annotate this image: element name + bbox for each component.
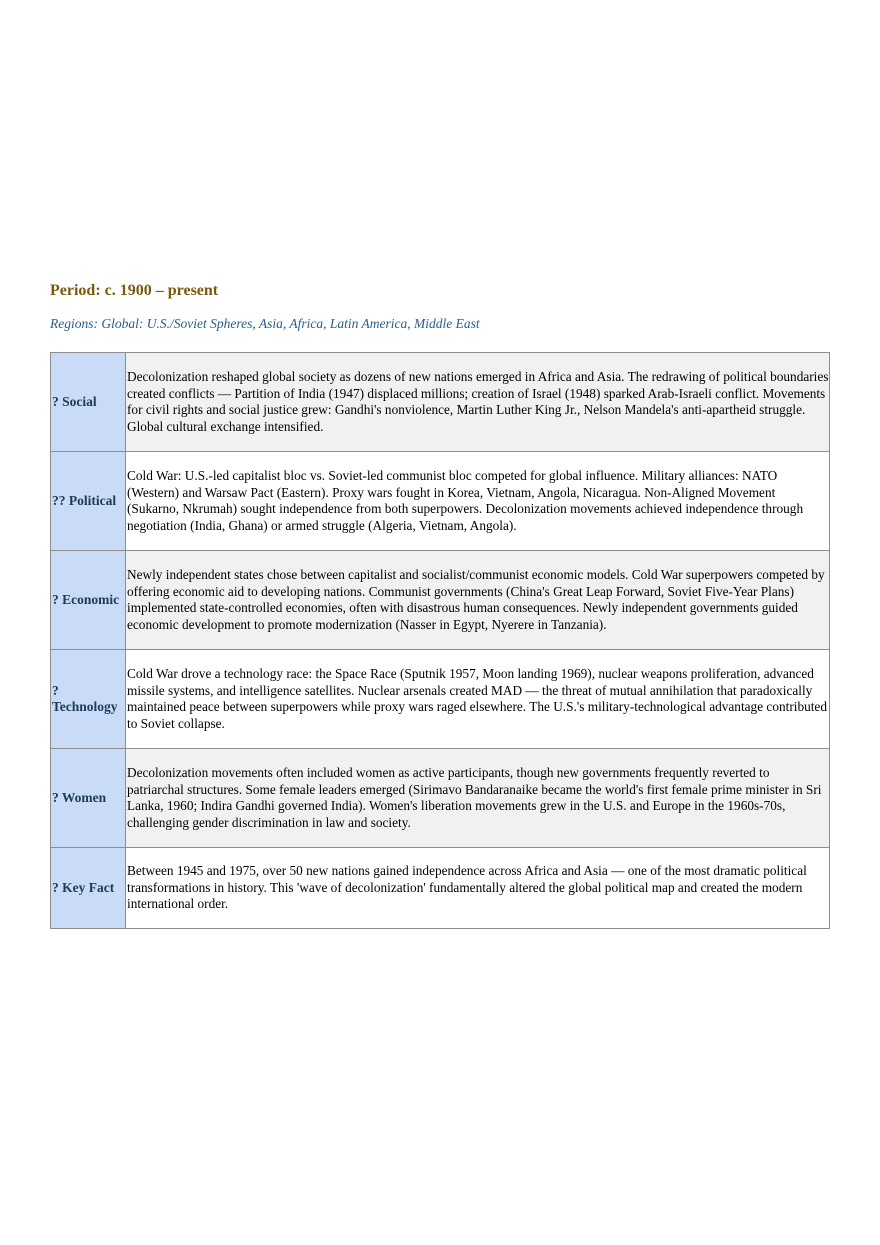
row-label-women: ? Women	[51, 749, 126, 848]
row-label-political: ?? Political	[51, 452, 126, 551]
row-text-key-fact: Between 1945 and 1975, over 50 new nations gained independence across Africa and Asia — one of the most dramatic political transformations in history. This 'wave of decolonization' fundamentally altered the global political map and created the modern international order.	[126, 848, 830, 929]
themes-table	[50, 352, 830, 929]
row-text-economic: Newly independent states chose between capitalist and socialist/communist economic models. Cold War superpowers competed by offering economic aid to developing nations. Communist governments (China's Great Leap Forward, Soviet Five-Year Plans) implemented state-controlled economies, often with disastrous human consequences. Newly independent governments guided economic development to promote modernization (Nasser in Egypt, Nyerere in Tanzania).	[126, 551, 830, 650]
row-label-key-fact: ? Key Fact	[51, 848, 126, 929]
row-text-women: Decolonization movements often included women as active participants, though new governments frequently reverted to patriarchal structures. Some female leaders emerged (Sirimavo Bandaranaike became the world's first female prime minister in Sri Lanka, 1960; Indira Gandhi governed India). Women's liberation movements grew in the U.S. and Europe in the 1960s-70s, challenging gender discrimination in law and society.	[126, 749, 830, 848]
table-row-political	[51, 452, 830, 551]
table-row-key-fact	[51, 848, 830, 929]
row-text-social: Decolonization reshaped global society as dozens of new nations emerged in Africa and Asia. The redrawing of political boundaries created conflicts — Partition of India (1947) displaced millions; creation of Israel (1948) sparked Arab-Israeli conflict. Movements for civil rights and social justice grew: Gandhi's nonviolence, Martin Luther King Jr., Nelson Mandela's anti-apartheid struggle. Global cultural exchange intensified.	[126, 353, 830, 452]
row-label-social: ? Social	[51, 353, 126, 452]
row-label-technology: ? Technology	[51, 650, 126, 749]
table-row-women	[51, 749, 830, 848]
row-text-political: Cold War: U.S.-led capitalist bloc vs. Soviet-led communist bloc competed for global influence. Military alliances: NATO (Western) and Warsaw Pact (Eastern). Proxy wars fought in Korea, Vietnam, Angola, Nicaragua. Non-Aligned Movement (Sukarno, Nkrumah) sought independence from both superpowers. Decolonization movements achieved independence through negotiation (India, Ghana) or armed struggle (Algeria, Vietnam, Angola).	[126, 452, 830, 551]
row-label-economic: ? Economic	[51, 551, 126, 650]
table-row-social	[51, 353, 830, 452]
table-row-economic	[51, 551, 830, 650]
row-text-technology: Cold War drove a technology race: the Space Race (Sputnik 1957, Moon landing 1969), nuclear weapons proliferation, advanced missile systems, and intelligence satellites. Nuclear arsenals created MAD — the threat of mutual annihilation that paradoxically maintained peace between superpowers while proxy wars raged elsewhere. The U.S.'s military-technological advantage contributed to Soviet collapse.	[126, 650, 830, 749]
period-heading: Period: c. 1900 – present	[50, 282, 219, 299]
table-row-technology	[51, 650, 830, 749]
regions-subtitle: Regions: Global: U.S./Soviet Spheres, Asia, Africa, Latin America, Middle East	[50, 316, 480, 331]
